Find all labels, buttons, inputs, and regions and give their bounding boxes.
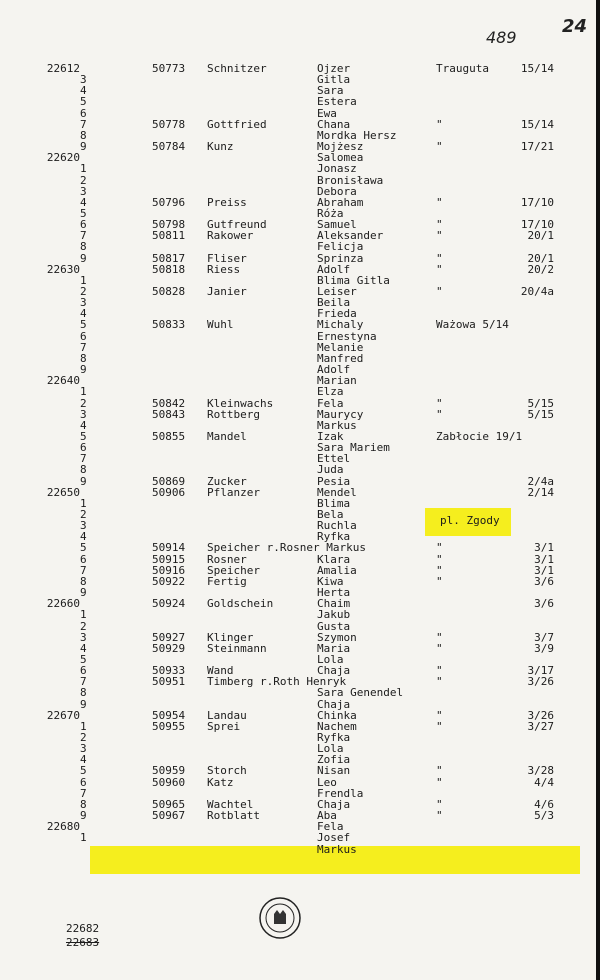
row-number: 50959 <box>152 764 186 778</box>
row-seq: 6 <box>80 775 87 789</box>
row-given-name: Jonasz <box>317 162 357 176</box>
row-seq: 6 <box>80 441 87 455</box>
row-street: " <box>436 229 443 243</box>
row-seq: 2 <box>80 285 87 298</box>
row-house-number: 20/2 <box>527 262 554 276</box>
row-number: 50924 <box>152 597 186 611</box>
street-note: pl. Zgody <box>440 514 500 527</box>
row-street: " <box>436 675 443 689</box>
row-given-name: Róża <box>317 206 344 220</box>
row-given-name: Nisan <box>317 764 351 778</box>
row-surname: Mandel <box>207 429 247 443</box>
row-seq: 4 <box>80 530 87 544</box>
row-surname: Rakower <box>207 229 254 243</box>
row-given-name: Adolf <box>317 262 351 276</box>
row-given-name: Marian <box>317 374 357 388</box>
row-seq: 2 <box>80 619 87 633</box>
row-house-number: 17/21 <box>520 140 554 154</box>
row-seq: 4 <box>80 753 87 767</box>
row-number: 50927 <box>152 630 186 644</box>
row-seq: 3 <box>80 742 87 756</box>
row-given-name: Aba <box>317 809 337 823</box>
row-street: " <box>436 664 443 678</box>
footer-id-2: 22683 <box>66 936 100 949</box>
row-given-name: Sara <box>317 84 344 98</box>
row-street: Trauguta <box>436 62 489 75</box>
row-given-name: Ewa <box>317 106 337 120</box>
row-house-number: 20/1 <box>527 251 554 265</box>
row-given-name: Aleksander <box>317 229 384 243</box>
row-street: " <box>436 630 443 644</box>
row-number: 50855 <box>152 429 186 443</box>
row-given-name: Nachem <box>317 719 357 733</box>
row-seq: 5 <box>80 764 87 778</box>
row-seq: 3 <box>80 184 87 198</box>
row-given-name: Fela <box>317 396 344 410</box>
row-number: 50842 <box>152 396 186 410</box>
row-given-name: Sara Genendel <box>317 686 404 700</box>
row-number: 50922 <box>152 574 186 588</box>
row-number: 50773 <box>152 62 186 75</box>
row-number: 50798 <box>152 218 186 232</box>
row-surname: Riess <box>207 262 241 276</box>
row-number: 50828 <box>152 285 186 298</box>
row-surname: Katz <box>207 775 234 789</box>
row-given-name: Amalia <box>317 563 357 577</box>
row-given-name: Debora <box>317 184 357 198</box>
row-surname: Goldschein <box>207 597 274 611</box>
row-street: Ważowa 5/14 <box>436 318 509 332</box>
row-given-name: Adolf <box>317 363 351 377</box>
row-house-number: 17/10 <box>520 218 554 232</box>
row-seq: 8 <box>80 797 87 811</box>
row-seq: 8 <box>80 351 87 365</box>
row-given-name: Fela <box>317 820 344 834</box>
row-seq: 3 <box>80 73 87 87</box>
row-house-number: 3/6 <box>534 597 554 611</box>
row-street: " <box>436 719 443 733</box>
row-street: " <box>436 140 443 154</box>
row-seq: 6 <box>80 106 87 120</box>
row-house-number: 20/4a <box>520 285 554 298</box>
row-seq: 5 <box>80 206 87 220</box>
row-street: " <box>436 797 443 811</box>
row-street: " <box>436 764 443 778</box>
row-seq: 9 <box>80 140 87 154</box>
row-house-number: 5/3 <box>534 809 554 823</box>
row-surname: Preiss <box>207 195 247 209</box>
row-surname: Speicher <box>207 563 260 577</box>
row-number: 50906 <box>152 485 186 499</box>
row-surname: Schnitzer <box>207 62 267 75</box>
row-seq: 7 <box>80 229 87 243</box>
row-given-name: Maria <box>317 641 351 655</box>
row-number: 50796 <box>152 195 186 209</box>
row-given-name: Blima Gitla <box>317 273 390 287</box>
row-number: 50960 <box>152 775 186 789</box>
row-surname: Sprei <box>207 719 241 733</box>
row-given-name: Mojżesz <box>317 140 364 154</box>
row-id: 22650 <box>46 485 80 499</box>
row-number: 50818 <box>152 262 186 276</box>
row-seq: 2 <box>80 731 87 744</box>
row-id: 22670 <box>46 708 80 722</box>
row-id: 22620 <box>46 151 80 165</box>
row-surname: Gutfreund <box>207 218 267 232</box>
row-house-number: 3/1 <box>534 563 554 577</box>
row-seq: 9 <box>80 251 87 265</box>
row-surname: Steinmann <box>207 641 267 655</box>
row-given-name: Chana <box>317 117 351 131</box>
row-house-number: 3/1 <box>534 552 554 566</box>
row-seq: 2 <box>80 508 87 521</box>
row-house-number: 3/26 <box>527 675 554 689</box>
row-given-name: Juda <box>317 463 344 477</box>
row-surname: Storch <box>207 764 247 778</box>
row-number: 50784 <box>152 140 186 154</box>
row-given-name: Leo <box>317 775 337 789</box>
row-surname: Kleinwachs <box>207 396 274 410</box>
row-street: " <box>436 563 443 577</box>
row-seq: 6 <box>80 552 87 566</box>
row-given-name: Mordka Hersz <box>317 128 397 142</box>
row-given-name: Ojzer <box>317 62 351 75</box>
row-seq: 7 <box>80 675 87 689</box>
row-house-number: 2/4a <box>527 474 554 488</box>
row-house-number: 3/17 <box>527 664 554 678</box>
row-number: 50954 <box>152 708 186 722</box>
row-seq: 8 <box>80 574 87 588</box>
row-seq: 4 <box>80 418 87 432</box>
row-house-number: 3/28 <box>527 764 554 778</box>
row-house-number: 4/4 <box>534 775 554 789</box>
row-given-name: Zofia <box>317 753 351 767</box>
row-number: 50933 <box>152 664 186 678</box>
row-seq: 2 <box>80 173 87 187</box>
row-given-name: Ettel <box>317 452 351 466</box>
row-given-name: Ernestyna <box>317 329 377 343</box>
row-given-name: Szymon <box>317 630 357 644</box>
row-seq: 5 <box>80 95 87 109</box>
row-given-name: Frendla <box>317 786 364 800</box>
row-seq: 9 <box>80 474 87 488</box>
row-street: " <box>436 117 443 131</box>
row-given-name: Sara Mariem <box>317 441 390 455</box>
row-given-name: Felicja <box>317 240 364 254</box>
row-number: 50914 <box>152 541 186 555</box>
row-given-name: Pesia <box>317 474 351 488</box>
row-house-number: 4/6 <box>534 797 554 811</box>
row-seq: 3 <box>80 296 87 310</box>
row-street: " <box>436 407 443 421</box>
row-seq: 4 <box>80 307 87 321</box>
row-seq: 8 <box>80 240 87 254</box>
row-house-number: 3/26 <box>527 708 554 722</box>
row-street: " <box>436 552 443 566</box>
row-given-name: Kiwa <box>317 574 344 588</box>
row-surname: Landau <box>207 708 247 722</box>
row-street: " <box>436 541 443 555</box>
row-surname: Rottberg <box>207 407 260 421</box>
row-house-number: 5/15 <box>527 407 554 421</box>
row-given-name: Izak <box>317 429 344 443</box>
row-given-name: Estera <box>317 95 357 109</box>
row-seq: 7 <box>80 563 87 577</box>
row-house-number: 3/7 <box>534 630 554 644</box>
row-surname: Rotblatt <box>207 809 260 823</box>
row-given-name: Chaja <box>317 697 351 711</box>
row-seq: 1 <box>80 273 87 287</box>
row-house-number: 3/9 <box>534 641 554 655</box>
row-surname: Wand <box>207 664 234 678</box>
row-seq: 3 <box>80 630 87 644</box>
row-seq: 8 <box>80 686 87 700</box>
row-number: 50811 <box>152 229 186 243</box>
row-street: " <box>436 262 443 276</box>
archive-stamp <box>258 896 302 940</box>
row-seq: 7 <box>80 340 87 354</box>
row-seq: 1 <box>80 162 87 176</box>
row-house-number: 3/6 <box>534 574 554 588</box>
row-given-name: Bela <box>317 508 344 521</box>
row-number: 50955 <box>152 719 186 733</box>
footer-id-1: 22682 <box>66 922 100 935</box>
row-street: " <box>436 775 443 789</box>
row-surname: Janier <box>207 285 247 298</box>
row-number: 50869 <box>152 474 186 488</box>
row-number: 50915 <box>152 552 186 566</box>
row-given-name: Mendel <box>317 485 357 499</box>
row-given-name: Michaly <box>317 318 364 332</box>
row-seq: 1 <box>80 719 87 733</box>
row-seq: 4 <box>80 84 87 98</box>
row-seq: 1 <box>80 831 87 845</box>
row-house-number: 17/10 <box>520 195 554 209</box>
row-seq: 8 <box>80 128 87 142</box>
row-given-name: Ruchla <box>317 519 357 533</box>
page-number-corner: 24 <box>562 16 588 37</box>
row-seq: 5 <box>80 652 87 666</box>
row-given-name: Sprinza <box>317 251 364 265</box>
row-seq: 9 <box>80 363 87 377</box>
row-id: 22660 <box>46 597 80 611</box>
row-seq: 4 <box>80 641 87 655</box>
row-street: " <box>436 396 443 410</box>
row-given-name: Lola <box>317 652 344 666</box>
row-street: " <box>436 809 443 823</box>
row-street: " <box>436 218 443 232</box>
row-seq: 6 <box>80 664 87 678</box>
row-given-name: Chinka <box>317 708 357 722</box>
row-surname: Kunz <box>207 140 234 154</box>
row-surname: Gottfried <box>207 117 267 131</box>
row-given-name: Leiser <box>317 285 357 298</box>
row-seq: 1 <box>80 385 87 399</box>
row-surname: Zucker <box>207 474 247 488</box>
row-given-name: Klara <box>317 552 351 566</box>
row-given-name: Markus <box>317 418 357 432</box>
row-surname: Timberg r.Roth Henryk <box>207 675 347 689</box>
row-street: " <box>436 285 443 298</box>
row-given-name: Chaja <box>317 797 351 811</box>
row-house-number: 5/15 <box>527 396 554 410</box>
row-surname: Speicher r.Rosner Markus <box>207 541 366 555</box>
row-street: " <box>436 574 443 588</box>
row-seq: 7 <box>80 452 87 466</box>
row-id: 22630 <box>46 262 80 276</box>
page-number: 489 <box>486 28 517 47</box>
row-surname: Fliser <box>207 251 247 265</box>
row-given-name: Elza <box>317 385 344 399</box>
row-seq: 9 <box>80 697 87 711</box>
row-given-name: Chaja <box>317 664 351 678</box>
row-surname: Rosner <box>207 552 247 566</box>
row-house-number: 20/1 <box>527 229 554 243</box>
row-given-name: Samuel <box>317 218 357 232</box>
row-seq: 8 <box>80 463 87 477</box>
row-street: " <box>436 641 443 655</box>
row-street: " <box>436 708 443 722</box>
row-surname: Wachtel <box>207 797 254 811</box>
row-seq: 4 <box>80 195 87 209</box>
row-seq: 9 <box>80 586 87 600</box>
row-seq: 7 <box>80 786 87 800</box>
row-seq: 1 <box>80 496 87 510</box>
row-given-name: Bronisława <box>317 173 384 187</box>
row-seq: 5 <box>80 318 87 332</box>
row-surname: Wuhl <box>207 318 234 332</box>
row-given-name: Ryfka <box>317 731 351 744</box>
row-house-number: 2/14 <box>527 485 554 499</box>
row-number: 50951 <box>152 675 186 689</box>
row-seq: 1 <box>80 608 87 622</box>
row-seq: 3 <box>80 519 87 533</box>
row-given-name: Salomea <box>317 151 364 165</box>
row-given-name: Gusta <box>317 619 351 633</box>
row-number: 50817 <box>152 251 186 265</box>
row-street: " <box>436 195 443 209</box>
row-surname: Pflanzer <box>207 485 260 499</box>
row-house-number: 3/27 <box>527 719 554 733</box>
row-seq: 5 <box>80 541 87 555</box>
row-house-number: 3/1 <box>534 541 554 555</box>
row-number: 50965 <box>152 797 186 811</box>
table-row <box>0 843 600 857</box>
row-id: 22680 <box>46 820 80 834</box>
row-number: 50778 <box>152 117 186 131</box>
row-given-name: Chaim <box>317 597 351 611</box>
row-given-name: Jakub <box>317 608 351 622</box>
row-number: 50916 <box>152 563 186 577</box>
row-surname: Klinger <box>207 630 254 644</box>
row-number: 50843 <box>152 407 186 421</box>
row-given-name: Abraham <box>317 195 364 209</box>
row-given-name: Frieda <box>317 307 357 321</box>
row-given-name: Beila <box>317 296 351 310</box>
row-seq: 9 <box>80 809 87 823</box>
row-house-number: 15/14 <box>520 62 554 75</box>
row-seq: 2 <box>80 396 87 410</box>
row-number: 50833 <box>152 318 186 332</box>
row-given-name: Herta <box>317 586 351 600</box>
row-given-name: Maurycy <box>317 407 364 421</box>
row-number: 50929 <box>152 641 186 655</box>
row-number: 50967 <box>152 809 186 823</box>
row-id: 22640 <box>46 374 80 388</box>
row-given-name: Manfred <box>317 351 364 365</box>
row-given-name: Melanie <box>317 340 364 354</box>
row-seq: 5 <box>80 429 87 443</box>
row-given-name: Gitla <box>317 73 351 87</box>
row-given-name: Josef <box>317 831 351 845</box>
row-seq: 6 <box>80 329 87 343</box>
row-house-number: 15/14 <box>520 117 554 131</box>
row-street: Zabłocie 19/1 <box>436 429 523 443</box>
row-seq: 3 <box>80 407 87 421</box>
row-given-name: Ryfka <box>317 530 351 544</box>
row-seq: 6 <box>80 218 87 232</box>
row-given-name: Markus <box>317 842 357 856</box>
row-id: 22612 <box>46 62 80 75</box>
row-street: " <box>436 251 443 265</box>
row-surname: Fertig <box>207 574 247 588</box>
row-seq: 7 <box>80 117 87 131</box>
row-given-name: Blima <box>317 496 351 510</box>
row-given-name: Lola <box>317 742 344 756</box>
